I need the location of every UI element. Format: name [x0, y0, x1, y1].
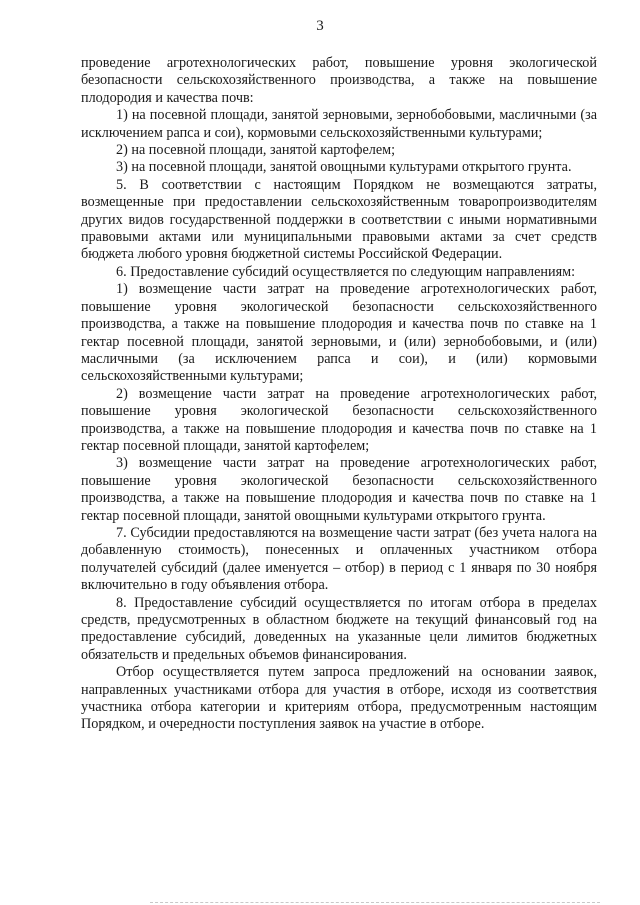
- paragraph-direction-3: 3) возмещение части затрат на проведение агротехнологических работ, повышение уровня экологической безопасности сельскохозяйственного производства, а также на повышение плодородия и качества почв по ставке на 1 гектар посевной площади, занятой овощными культурами открытого грунта.: [81, 455, 597, 524]
- paragraph-direction-2: 2) возмещение части затрат на проведение агротехнологических работ, повышение уровня экологической безопасности сельскохозяйственного производства, а также на повышение плодородия и качества почв по ставке на 1 гектар посевной площади, занятой картофелем;: [81, 385, 597, 454]
- paragraph-clause-8: 8. Предоставление субсидий осуществляется по итогам отбора в пределах средств, предусмотренных в областном бюджете на текущий финансовый год на предоставление субсидий, доведенных на указанные цели лимитов бюджетных обязательств и предельных объемов финансирования.: [81, 594, 597, 663]
- paragraph-selection: Отбор осуществляется путем запроса предложений на основании заявок, направленных участниками отбора для участия в отборе, исходя из соответствия участника отбора категории и критериям отбора, предусмотренным настоящим Порядком, и очередности поступления заявок на участие в отборе.: [81, 664, 597, 733]
- paragraph-list-item-2: 2) на посевной площади, занятой картофелем;: [116, 142, 396, 159]
- paragraph-continuation: проведение агротехнологических работ, повышение уровня экологической безопасности сельскохозяйственного производства, а также на повышение плодородия и качества почв:: [81, 55, 597, 106]
- document-body: [81, 55, 597, 734]
- paragraph-list-item-1: 1) на посевной площади, занятой зерновыми, зернобобовыми, масличными (за исключением рапса и сои), кормовыми сельскохозяйственными культурами;: [81, 107, 597, 141]
- bottom-divider: [150, 902, 600, 903]
- paragraph-clause-6: 6. Предоставление субсидий осуществляется по следующим направлениям:: [116, 263, 576, 280]
- paragraph-direction-1: 1) возмещение части затрат на проведение агротехнологических работ, повышение уровня экологической безопасности сельскохозяйственного производства, а также на повышение плодородия и качества почв по ставке на 1 гектар посевной площади, занятой зерновыми, и (или) зернобобовыми, и (или) масличными (за исключением рапса и сои), и (или) кормовыми сельскохозяйственными культурами;: [81, 281, 597, 385]
- paragraph-list-item-3: 3) на посевной площади, занятой овощными культурами открытого грунта.: [116, 159, 572, 176]
- paragraph-clause-7: 7. Субсидии предоставляются на возмещение части затрат (без учета налога на добавленную стоимость), понесенных и оплаченных участником отбора получателей субсидий (далее именуется – отбор) в период с 1 января по 30 ноября включительно в году объявления отбора.: [81, 524, 597, 594]
- paragraph-clause-5: 5. В соответствии с настоящим Порядком не возмещаются затраты, возмещенные при предоставлении сельскохозяйственным товаропроизводителям других видов государственной поддержки в соответствии с иными нормативными правовыми актами или муниципальными правовыми актами за счет средств бюджета любого уровня бюджетной системы Российской Федерации.: [81, 176, 597, 263]
- page-number: 3: [316, 18, 324, 34]
